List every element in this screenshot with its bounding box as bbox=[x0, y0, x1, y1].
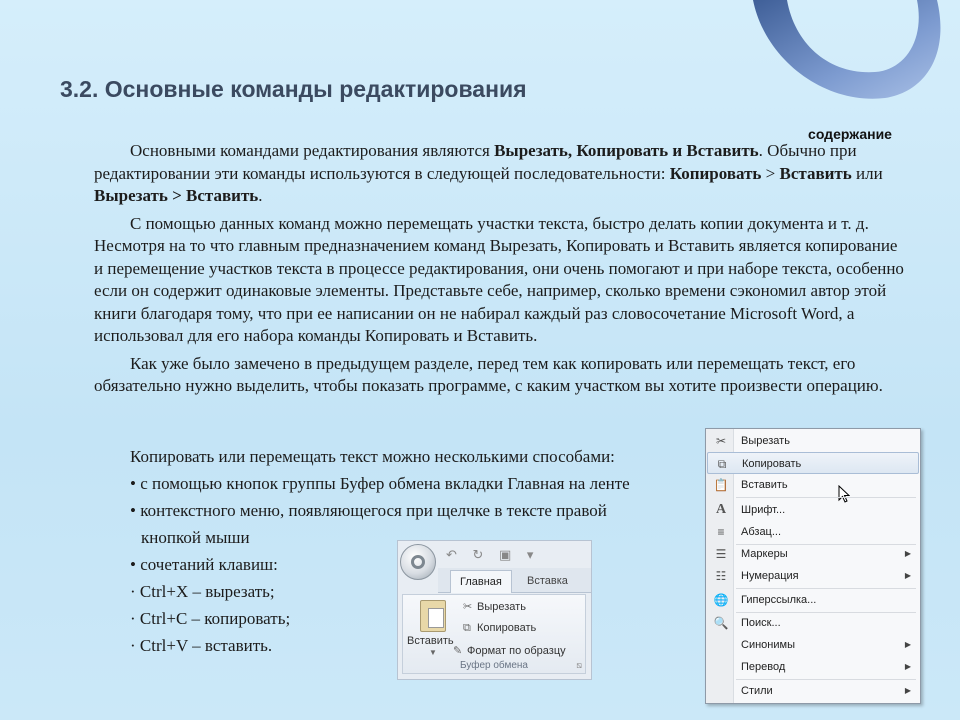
menu-item-bullets[interactable]: ☰ Маркеры ▶ bbox=[707, 543, 919, 565]
tab-home[interactable]: Главная bbox=[450, 570, 512, 593]
paste-button-label[interactable]: Вставить bbox=[407, 635, 454, 647]
body-text bbox=[94, 140, 906, 403]
menu-item-paragraph[interactable]: ≡ Абзац... bbox=[707, 521, 919, 543]
submenu-arrow-icon: ▶ bbox=[904, 571, 911, 580]
office-button-icon bbox=[400, 544, 436, 580]
paste-icon[interactable] bbox=[420, 600, 446, 632]
dialog-launcher-icon[interactable]: ⧅ bbox=[576, 660, 582, 670]
ribbon-tab-bar bbox=[438, 568, 591, 593]
copy-icon: ⧉ bbox=[463, 622, 471, 634]
way-context-menu-cont: кнопкой мыши bbox=[141, 528, 250, 547]
ribbon-screenshot bbox=[397, 540, 592, 680]
submenu-arrow-icon: ▶ bbox=[904, 640, 911, 649]
copy-icon: ⧉ bbox=[717, 457, 727, 471]
toc-link[interactable]: содержание bbox=[808, 126, 892, 142]
way-ribbon: • с помощью кнопок группы Буфер обмена вкладки Главная на ленте bbox=[130, 474, 630, 493]
menu-item-numbering[interactable]: ☷ Нумерация ▶ bbox=[707, 565, 919, 587]
numbering-icon: ☷ bbox=[715, 569, 727, 583]
paste-dropdown-icon[interactable]: ▼ bbox=[429, 648, 437, 657]
font-icon: A bbox=[715, 502, 727, 517]
tab-insert[interactable]: Вставка bbox=[527, 575, 568, 587]
shortcut-paste: · Ctrl+V – вставить. bbox=[130, 636, 273, 655]
clipboard-group-title: Буфер обмена bbox=[460, 660, 528, 671]
menu-item-hyperlink[interactable]: 🌐 Гиперссылка... bbox=[707, 589, 919, 611]
decorative-swoosh bbox=[735, 0, 960, 110]
submenu-arrow-icon: ▶ bbox=[904, 662, 911, 671]
bullets-icon: ☰ bbox=[715, 547, 727, 561]
menu-item-cut[interactable]: ✂ Вырезать bbox=[707, 430, 919, 452]
menu-item-paste[interactable]: 📋 Вставить bbox=[707, 474, 919, 496]
ways-intro: Копировать или перемещать текст можно несколькими способами: bbox=[130, 447, 615, 466]
search-icon: 🔍 bbox=[713, 616, 729, 630]
menu-item-styles[interactable]: Стили ▶ bbox=[707, 680, 919, 702]
paragraph-3: Как уже было замечено в предыдущем разделе, перед тем как копировать или перемещать текст, его обязательно нужно выделить, чтобы показать программе, с каким участком вы хотите произвести операцию. bbox=[94, 353, 883, 395]
menu-item-font[interactable]: A Шрифт... bbox=[707, 499, 919, 521]
shortcut-cut: · Ctrl+X – вырезать; bbox=[130, 582, 275, 601]
shortcut-copy: · Ctrl+C – копировать; bbox=[130, 609, 291, 628]
format-painter-button[interactable]: ✎ Формат по образцу bbox=[453, 645, 566, 657]
way-context-menu: • контекстного меню, появляющегося при щелчке в тексте правой bbox=[130, 501, 607, 520]
paragraph-1: Основными командами редактирования являются Вырезать, Копировать и Вставить. Обычно при редактировании эти команды используются в следующей последовательности: Копировать > Вставить или Вырезать > Вставить. bbox=[94, 141, 883, 205]
context-menu bbox=[705, 428, 921, 704]
menu-item-search[interactable]: 🔍 Поиск... bbox=[707, 612, 919, 634]
paragraph-icon: ≡ bbox=[717, 525, 725, 539]
submenu-arrow-icon: ▶ bbox=[904, 686, 911, 695]
clipboard-group bbox=[402, 594, 586, 674]
paste-icon: 📋 bbox=[713, 478, 729, 492]
copy-button[interactable]: ⧉ Копировать bbox=[463, 622, 537, 634]
quick-access-toolbar: ↶ ↻ ▣ ▾ bbox=[446, 547, 540, 562]
menu-item-synonyms[interactable]: Синонимы ▶ bbox=[707, 634, 919, 656]
scissors-icon: ✂ bbox=[463, 601, 473, 613]
page-title: 3.2. Основные команды редактирования bbox=[60, 76, 527, 102]
paragraph-2: С помощью данных команд можно перемещать участки текста, быстро делать копии документа и т. д. Несмотря на то что главным предназначением команд Вырезать, Копировать и Вставить является копирование и перемещение участков текста в процессе редактирования, они очень помогают и при наборе текста, особенно если он содержит одинаковые элементы. Представьте себе, например, сколько времени сэкономил автор этой книги благодаря тому, что при ее написании он не набирал каждый раз словосочетание Microsoft Word, а использовал для его набора команды Копировать и Вставить. bbox=[94, 213, 904, 345]
menu-item-translate[interactable]: Перевод ▶ bbox=[707, 656, 919, 678]
submenu-arrow-icon: ▶ bbox=[904, 549, 911, 558]
menu-separator bbox=[736, 497, 916, 498]
cut-button[interactable]: ✂ Вырезать bbox=[463, 601, 526, 613]
menu-item-copy[interactable]: ⧉ Копировать bbox=[707, 452, 919, 474]
format-painter-icon: ✎ bbox=[453, 645, 463, 657]
scissors-icon: ✂ bbox=[715, 434, 727, 448]
way-shortcuts: • сочетаний клавиш: bbox=[130, 555, 278, 574]
hyperlink-icon: 🌐 bbox=[713, 593, 729, 607]
